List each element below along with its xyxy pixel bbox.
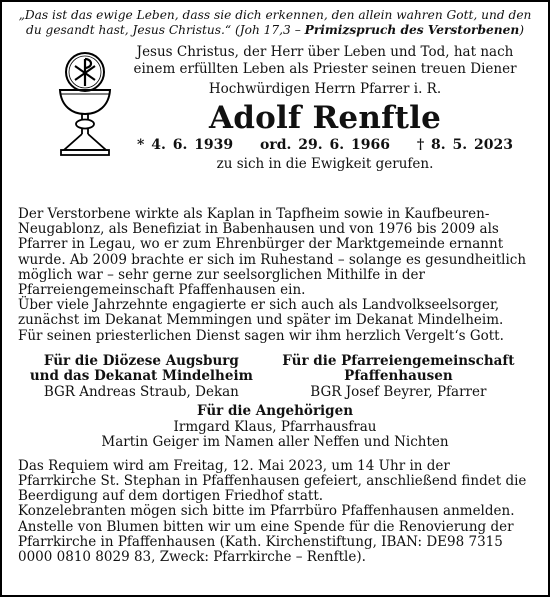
deceased-name: Adolf Renftle <box>208 100 442 136</box>
eternity-line: zu sich in die Ewigkeit gerufen. <box>216 156 434 172</box>
biography-paragraph-2: Über viele Jahrzehnte engagierte er sich auch als Landvolkseelsorger, zunächst im Dekanat Memmingen und später im Dekanat Mindelheim. <box>18 297 504 329</box>
signature-parish-name: BGR Josef Beyrer, Pfarrer <box>310 383 487 400</box>
family-head: Für die Angehörigen <box>196 403 354 420</box>
intro-text <box>118 44 532 173</box>
announcement-block <box>18 44 532 200</box>
death-date: † 8. 5. 2023 <box>416 137 513 153</box>
chalice-chi-rho-icon <box>52 50 118 158</box>
signature-parish-head-1: Für die Pfarreiengemeinschaft <box>282 352 515 369</box>
requiem-paragraph-2: Konzelebranten mögen sich bitte im Pfarrbüro Pfaffenhausen anmelden. <box>18 503 515 520</box>
quote-line-2 <box>18 23 532 38</box>
quote-line-2-bold: Primizspruch des Verstorbenen <box>304 23 520 37</box>
intro-line-1: Jesus Christus, der Herr über Leben und Tod, hat nach <box>136 44 514 60</box>
signatures <box>18 354 532 401</box>
ordination-date: ord. 29. 6. 1966 <box>260 137 390 153</box>
biography <box>18 207 532 344</box>
deceased-rank: Hochwürdigen Herrn Pfarrer i. R. <box>208 81 442 97</box>
signature-diocese <box>18 354 265 401</box>
quote-line-2-end: ) <box>519 23 524 37</box>
requiem-paragraph-3: Anstelle von Blumen bitten wir um eine Spende für die Renovierung der Pfarrkirche in Pfaffenhausen (Kath. Kirchenstiftung, IBAN: DE98 7315 0000 0810 8029 83, Zweck: Pfarrkirche – Renftle). <box>18 518 514 566</box>
requiem-info <box>18 459 532 565</box>
intro-line-2: einem erfüllten Leben als Priester seinen treuen Diener <box>133 61 517 77</box>
family-line-1: Irmgard Klaus, Pfarrhausfrau <box>173 418 377 435</box>
life-dates <box>118 136 532 154</box>
signature-parish <box>265 354 532 401</box>
signature-diocese-head-1: Für die Diözese Augsburg <box>43 352 239 369</box>
biography-paragraph-1: Der Verstorbene wirkte als Kaplan in Tapfheim sowie in Kaufbeuren-Neugablonz, als Benefiziat in Babenhausen und von 1976 bis 2009 als Pfarrer in Legau, wo er zum Ehrenbürger der Marktgemeinde ernannt wurde. Ab 2009 brachte er sich im Ruhestand – solange es gesundheitlich möglich war – sehr gerne zur seelsorglichen Mithilfe in der Pfarreiengemeinschaft Pfaffenhausen ein. <box>18 206 527 299</box>
signature-diocese-head-2: und das Dekanat Mindelheim <box>29 368 253 385</box>
signature-parish-head-2: Pfaffenhausen <box>344 368 453 385</box>
family-signature <box>18 404 532 451</box>
family-line-2: Martin Geiger im Namen aller Neffen und Nichten <box>101 434 449 451</box>
requiem-paragraph-1: Das Requiem wird am Freitag, 12. Mai 2023, um 14 Uhr in der Pfarrkirche St. Stephan in Pfaffenhausen gefeiert, anschließend findet die Beerdigung auf dem dortigen Friedhof statt. <box>18 457 527 505</box>
birth-date: * 4. 6. 1939 <box>137 137 234 153</box>
signature-diocese-name: BGR Andreas Straub, Dekan <box>43 383 239 400</box>
quote-line-1: „Das ist das ewige Leben, dass sie dich erkennen, den allein wahren Gott, und den <box>18 8 532 22</box>
bible-quote <box>18 8 532 38</box>
biography-paragraph-3: Für seinen priesterlichen Dienst sagen wir ihm herzlich Vergelt‘s Gott. <box>18 327 504 344</box>
quote-line-2-text: du gesandt hast, Jesus Christus.“ (Joh 17,3 – <box>26 23 305 37</box>
